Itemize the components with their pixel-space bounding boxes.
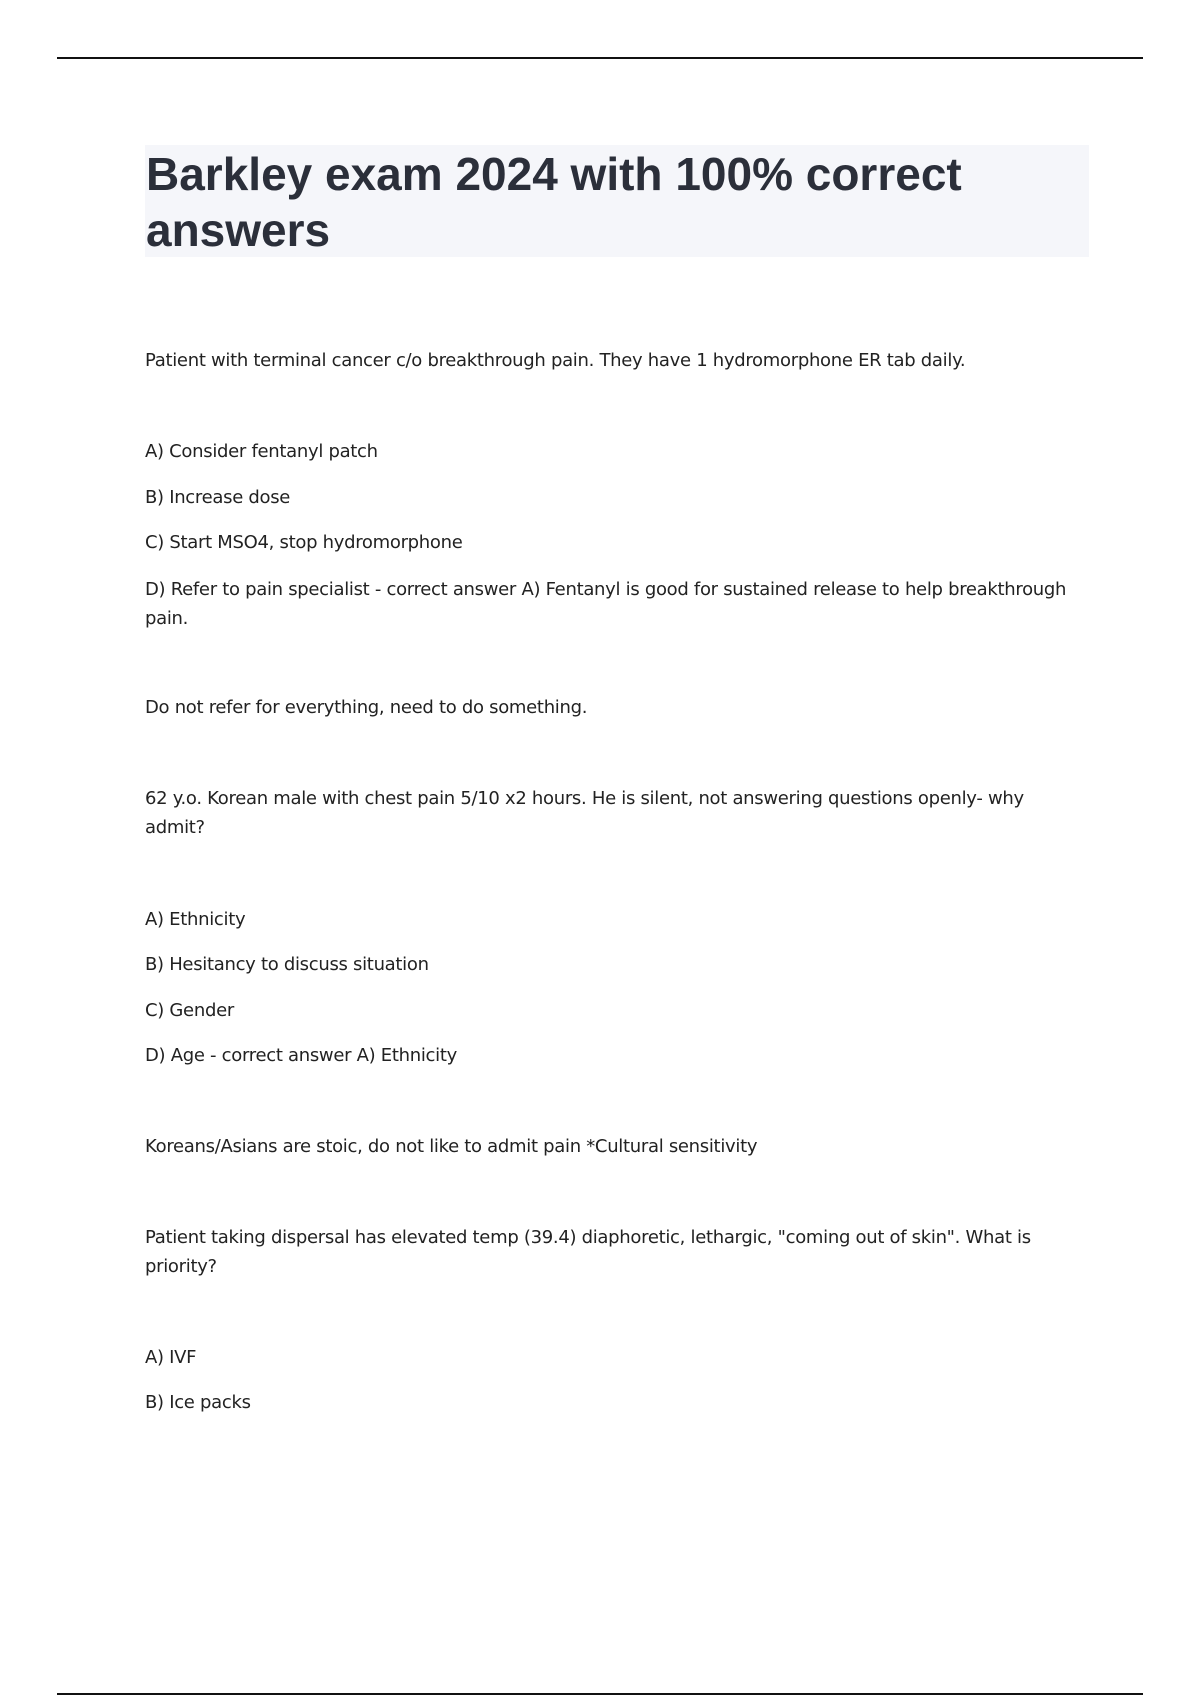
question-2-option-b: B) Hesitancy to discuss situation bbox=[145, 954, 429, 975]
question-3-stem: Patient taking dispersal has elevated temp (39.4) diaphoretic, lethargic, "coming out of skin". What is priority? bbox=[145, 1227, 1031, 1277]
question-1-stem: Patient with terminal cancer c/o breakthrough pain. They have 1 hydromorphone ER tab daily. bbox=[145, 350, 966, 371]
question-2-stem: 62 y.o. Korean male with chest pain 5/10 x2 hours. He is silent, not answering questions openly- why admit? bbox=[145, 788, 1024, 838]
header-rule bbox=[57, 57, 1143, 59]
document-title: Barkley exam 2024 with 100% correct answers bbox=[146, 148, 962, 256]
question-3-option-a: A) IVF bbox=[145, 1347, 197, 1368]
question-2-option-d-answer: D) Age - correct answer A) Ethnicity bbox=[145, 1045, 457, 1066]
question-3-option-b: B) Ice packs bbox=[145, 1392, 251, 1413]
question-1-option-d-answer: D) Refer to pain specialist - correct answer A) Fentanyl is good for sustained release to help breakthrough pain. bbox=[145, 579, 1067, 629]
footer-rule bbox=[57, 1693, 1143, 1695]
question-1-rationale: Do not refer for everything, need to do something. bbox=[145, 697, 588, 718]
question-2-option-c: C) Gender bbox=[145, 1000, 234, 1021]
question-1-option-b: B) Increase dose bbox=[145, 487, 291, 508]
question-1-option-a: A) Consider fentanyl patch bbox=[145, 441, 378, 462]
question-1-option-c: C) Start MSO4, stop hydromorphone bbox=[145, 532, 463, 553]
question-2-option-a: A) Ethnicity bbox=[145, 909, 246, 930]
question-2-rationale: Koreans/Asians are stoic, do not like to admit pain *Cultural sensitivity bbox=[145, 1136, 758, 1157]
